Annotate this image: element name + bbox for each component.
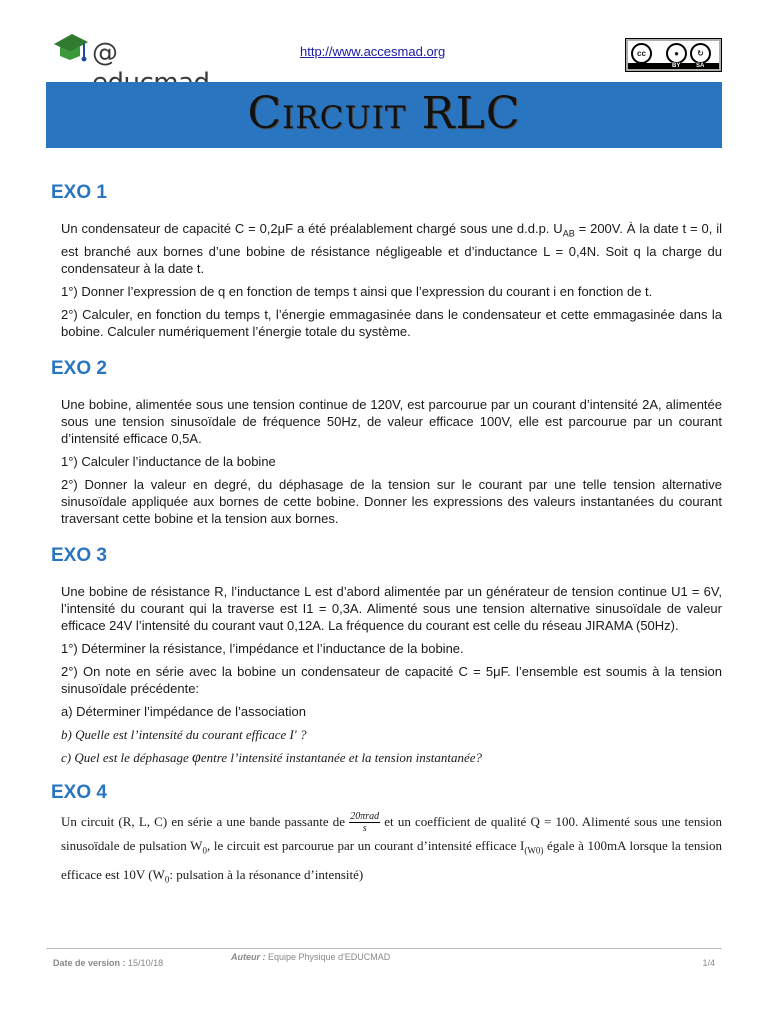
- exo3-question-b: b) Quelle est l’intensité du courant efficace I′ ?: [61, 726, 307, 742]
- exo1-question-2: 2°) Calculer, en fonction du temps t, l’énergie emmagasinée dans le condensateur et cette emmagasinée dans la bobine. Calculer numériquement l’énergie totale du système.: [61, 306, 722, 339]
- page-header: [46, 26, 722, 78]
- exo3-question-2: 2°) On note en série avec la bobine un condensateur de capacité C = 5μF. l’ensemble est soumis à la tension sinusoïdale précédente:: [61, 663, 722, 696]
- exo2-heading: EXO 2: [51, 357, 107, 379]
- exo1-statement: Un condensateur de capacité C = 0,2μF a été préalablement chargé sous une d.d.p. $U_{AB} = 200V$. À la date t = 0, il est branché aux bornes d’une bobine de résistance négligeable et d’inductance L = 0,4N. Soit q la charge du condensateur à la date t.: [61, 221, 722, 276]
- by-person-icon: ●: [666, 43, 687, 64]
- exo3-question-a: a) Déterminer l’impédance de l’association: [61, 703, 306, 719]
- educmad-logo: [50, 26, 220, 76]
- page-number: 1/4: [702, 958, 715, 968]
- version-date: Date de version : 15/10/18: [53, 958, 164, 968]
- cc-license-badge[interactable]: [625, 38, 722, 72]
- exo2-question-2: 2°) Donner la valeur en degré, du déphasage de la tension sur le courant par une telle tension alternative sinusoïdale appliquée aux bornes de cette bobine. Donner les expressions des valeurs instantanées du courant traversant cette bobine et la tension aux bornes.: [61, 476, 722, 526]
- license-strip: [628, 63, 719, 69]
- exo3-heading: EXO 3: [51, 544, 107, 566]
- exo1-heading: EXO 1: [51, 182, 107, 203]
- exo3-statement: Une bobine de résistance R, l’inductance L est d’abord alimentée par un générateur de tension continue U1 = 6V, l’intensité du courant qui la traverse est I1 = 0,3A. Alimenté sous une tension alternative sinusoïdale de valeur efficace 24V l’intensité du courant vaut 0,12A. La fréquence du courant est celle du réseau JIRAMA (50Hz).: [61, 583, 722, 633]
- exo4-statement: Un circuit (R, L, C) en série a une bande passante de $\frac{\text{20πrad}}{s}$ et un coefficient de qualité Q = 100. Alimenté sous une tension sinusoïdale de pulsation $W_0$, le circuit est parcourue par un courant d’intensité efficace $I_{(W0)}$ égale à 100mA lorsque la tension efficace est 10V ($W_0$: pulsation à la résonance d’intensité): [61, 811, 723, 885]
- footer-divider: [46, 948, 722, 949]
- accesmad-link[interactable]: http://www.accesmad.org: [300, 44, 446, 59]
- bandwidth-fraction: $\frac{\text{20πrad}}{s}$: [350, 811, 380, 835]
- exo2-statement: Une bobine, alimentée sous une tension continue de 120V, est parcourue par un courant d’intensité 2A, alimentée sous une tension sinusoïdale de fréquence 50Hz, de valeur efficace 100V, elle est parcourue par un courant d’intensité efficace 0,5A.: [61, 396, 722, 446]
- sa-label: SA: [696, 63, 705, 69]
- cc-icon: cc: [631, 43, 652, 64]
- exo3-question-1: 1°) Déterminer la résistance, l’impédance et l’inductance de la bobine.: [61, 640, 464, 656]
- by-label: BY: [672, 63, 681, 69]
- sharealike-icon: ↻: [690, 43, 711, 64]
- document-body: [51, 180, 723, 891]
- author: Auteur : Equipe Physique d'EDUCMAD: [231, 952, 391, 962]
- page-title: Circuit RLC: [247, 88, 521, 139]
- exo4-heading: EXO 4: [51, 781, 107, 803]
- mortarboard-icon: [50, 30, 90, 74]
- logo-text: @: [92, 38, 118, 68]
- title-banner: [46, 82, 722, 148]
- exo1-question-1: 1°) Donner l’expression de q en fonction de temps t ainsi que l’expression du courant i en fonction de t.: [61, 283, 653, 299]
- exo3-question-c: c) Quel est le déphasage φentre l’intensité instantanée et la tension instantanée?: [61, 748, 483, 766]
- exo2-question-1: 1°) Calculer l’inductance de la bobine: [61, 453, 276, 469]
- phi-symbol: φ: [192, 748, 201, 766]
